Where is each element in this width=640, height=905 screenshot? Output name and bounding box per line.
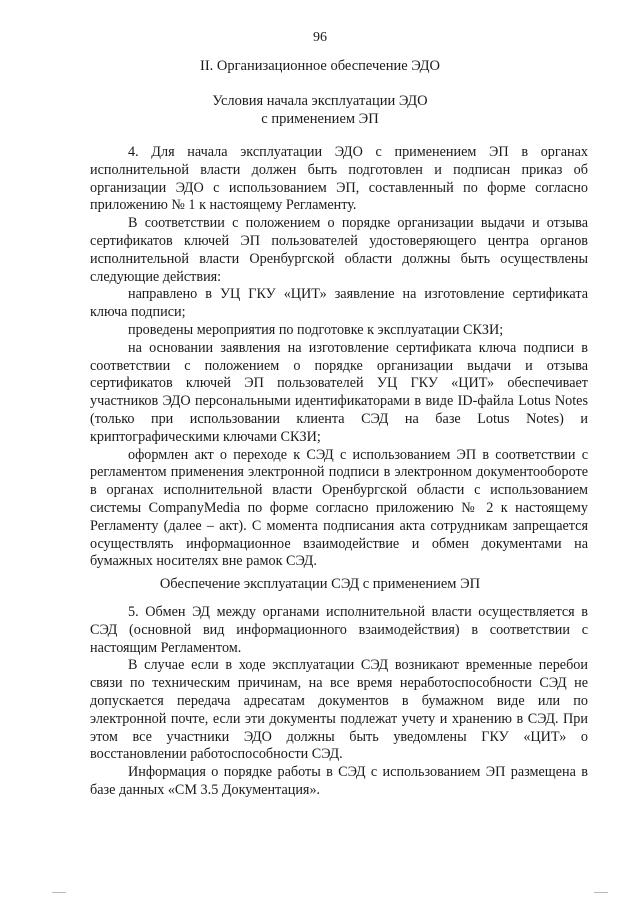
paragraph: 4. Для начала эксплуатации ЭДО с применением ЭП в органах исполнительной власти должен быть подготовлен и подписан приказ об организации ЭДО с использованием ЭП, составленный по форме согласно приложению № 1 к настоящему Регламенту.: [90, 144, 588, 214]
subsection-title-line: с применением ЭП: [261, 111, 379, 127]
paragraph: направлено в УЦ ГКУ «ЦИТ» заявление на изготовление сертификата ключа подписи;: [90, 286, 588, 321]
paragraph: В случае если в ходе эксплуатации СЭД возникают временные перебои связи по техническим причинам, на все время неработоспособности СЭД не допускается передача адресатам документов в бумажном виде или по электронной почте, если эти документы подлежат учету и хранению в СЭД. При этом все участники ЭДО должны быть уведомлены ГКУ «ЦИТ» о восстановлении работоспособности СЭД.: [90, 657, 588, 763]
scan-edge-mark: [52, 892, 66, 893]
paragraph: на основании заявления на изготовление сертификата ключа подписи в соответствии с положением о порядке организации выдачи и отзыва сертификатов ключей ЭП пользователей УЦ ГКУ «ЦИТ» обеспечивает участников ЭДО персональными идентификаторами в виде ID-файла Lotus Notes (только при использовании клиента СЭД на базе Lotus Notes) и криптографическими ключами СКЗИ;: [90, 339, 588, 445]
subsection-title-operation: Обеспечение эксплуатации СЭД с применением ЭП: [159, 576, 481, 592]
subsection-title-conditions: [0, 92, 640, 128]
page-number: 96: [313, 30, 327, 45]
paragraph: оформлен акт о переходе к СЭД с использованием ЭП в соответствии с регламентом применения электронной подписи в электронном документообороте в органах исполнительной власти Оренбургской области с использованием системы CompanyMedia по форме согласно приложению № 2 к настоящему Регламенту (далее – акт). С момента подписания акта сотрудникам запрещается осуществлять информационное взаимодействие и обмен документами на бумажных носителях вне рамок СЭД.: [90, 446, 588, 570]
paragraph: В соответствии с положением о порядке организации выдачи и отзыва сертификатов ключей ЭП пользователей удостоверяющего центра органов исполнительной власти Оренбургской области должны быть осуществлены следующие действия:: [90, 215, 588, 285]
paragraph: проведены мероприятия по подготовке к эксплуатации СКЗИ;: [128, 321, 504, 338]
section-title: II. Организационное обеспечение ЭДО: [199, 58, 440, 74]
operation-body: [90, 604, 588, 800]
scan-edge-mark: [594, 892, 608, 893]
paragraph: 5. Обмен ЭД между органами исполнительной власти осуществляется в СЭД (основной вид информационного взаимодействия) в соответствии с настоящим Регламентом.: [90, 604, 588, 656]
subsection-title-line: Условия начала эксплуатации ЭДО: [212, 93, 428, 109]
paragraph: Информация о порядке работы в СЭД с использованием ЭП размещена в базе данных «СМ 3.5 Документация».: [90, 764, 588, 798]
conditions-body: [90, 144, 588, 571]
